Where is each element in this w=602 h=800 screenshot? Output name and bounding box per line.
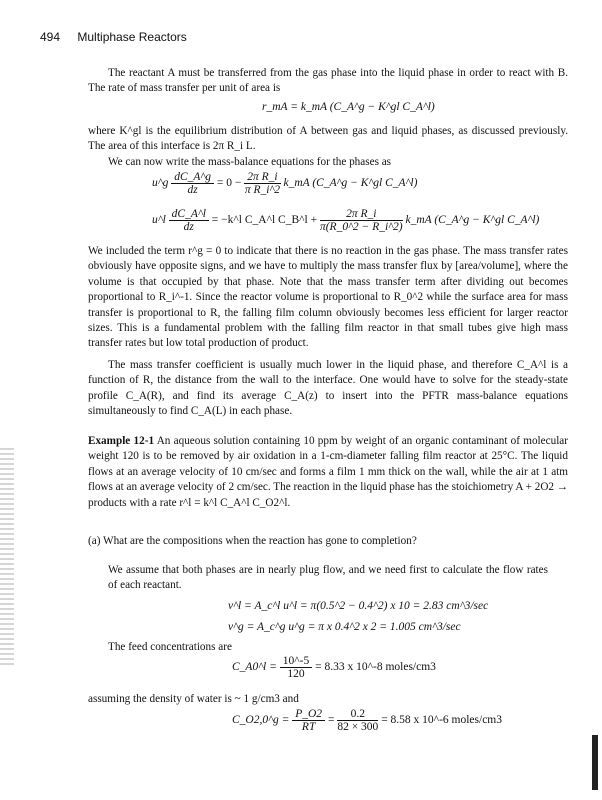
paragraph-mass-balance-intro: We can now write the mass-balance equations for the phases as bbox=[108, 156, 392, 168]
eq-co-lhs: C_O2,0^g = bbox=[232, 714, 290, 727]
eq-co-rhs: = 8.58 x 10^-6 moles/cm3 bbox=[381, 714, 502, 727]
scan-margin-artifact bbox=[0, 445, 14, 665]
example-12-1-statement bbox=[88, 434, 568, 511]
paragraph-equilibrium: where K^gl is the equilibrium distribution of A between gas and liquid phases, as discussed previously. The area of this interface is 2π R_i L. bbox=[88, 125, 568, 153]
eq2-derivative: $\frac{dC\_A\^{}g}{dz}$ bbox=[171, 171, 214, 196]
paragraph-liquid-profile: The mass transfer coefficient is usually much lower in the liquid phase, and therefore C_A^l is a function of R, the distance from the wall to the interface. One would have to solve for the steady-state profile C_A(R), and find its average C_A(z) to insert into the PFTR mass-balance equations simultaneously to find C_A(L) in each phase. bbox=[88, 359, 568, 418]
running-title: Multiphase Reactors bbox=[77, 30, 187, 44]
eq3-prefix: u^l bbox=[152, 214, 166, 227]
density-assumption: assuming the density of water is ~ 1 g/cm3 and bbox=[88, 693, 299, 705]
equation-liquid-flow-rate: v^l = A_c^l u^l = π(0.5^2 − 0.4^2) x 10 = 2.83 cm^3/sec bbox=[228, 600, 489, 612]
eq3-mid: = −k^l C_A^l C_B^l + bbox=[211, 214, 318, 227]
eq2-prefix: u^g bbox=[152, 177, 169, 190]
paragraph-reactor-efficiency: We included the term r^g = 0 to indicate that there is no reaction in the gas phase. The mass transfer rates obviously have opposite signs, and we have to multiply the mass transfer flux by [area/volume], where the volume is that occupied by that phase. Note that the mass transfer term after dividing out becomes proportional to R_i^-1. Since the reactor volume is proportional to R_0^2 while the surface area for mass transfer is proportional to R, the falling film column obviously becomes less efficient for larger reactor sizes. This is a fundamental problem with the falling film reactor in that small tubes give high mass transfer rates but low total production of product. bbox=[88, 245, 568, 350]
example-question: (a) What are the compositions when the reaction has gone to completion? bbox=[88, 535, 417, 547]
eq-ca-lhs: C_A0^l = bbox=[232, 661, 277, 674]
example-assumption: We assume that both phases are in nearly plug flow, and we need first to calculate the flow rates of each reactant. bbox=[108, 564, 548, 592]
eq2-rhs: k_mA (C_A^g − K^gl C_A^l) bbox=[283, 177, 418, 190]
eq3-geometry-fraction: $\frac{\text{2π R\_i}}{\pi(R\_0\^{}2 - R\_i\^{}2)}$ bbox=[319, 208, 403, 233]
eq3-derivative: $\frac{dC\_A\^{}l}{dz}$ bbox=[169, 208, 209, 233]
eq-co-fraction-2: $\frac{0.2}{82 \times 300}$ bbox=[337, 708, 379, 733]
equation-feed-O2-concentration bbox=[232, 708, 502, 733]
eq2-geometry-fraction: $\frac{\text{2π R\_i}}{\text{π R\_i\textasciicircum{}2}}$ bbox=[244, 171, 281, 196]
paragraph-mass-transfer-intro: The reactant A must be transferred from the gas phase into the liquid phase in order to react with B. The rate of mass transfer per unit of area is bbox=[88, 67, 568, 95]
example-label: Example 12-1 bbox=[88, 435, 155, 447]
scan-edge-mark bbox=[592, 735, 598, 790]
page-header bbox=[40, 30, 187, 44]
eq-ca-rhs: = 8.33 x 10^-8 moles/cm3 bbox=[315, 661, 436, 674]
eq2-mid: = 0 − bbox=[216, 177, 242, 190]
eq-co-mid: = bbox=[327, 714, 335, 727]
equation-gas-flow-rate: v^g = A_c^g u^g = π x 0.4^2 x 2 = 1.005 cm^3/sec bbox=[228, 621, 461, 633]
equation-rate-mass-transfer: r_mA = k_mA (C_A^g − K^gl C_A^l) bbox=[262, 101, 435, 113]
eq3-rhs: k_mA (C_A^g − K^gl C_A^l) bbox=[405, 214, 540, 227]
equation-feed-A-concentration bbox=[232, 655, 436, 680]
page-number: 494 bbox=[40, 30, 61, 44]
eq-co-fraction-1: $\frac{P\_O2}{RT}$ bbox=[292, 708, 325, 733]
equation-gas-balance bbox=[152, 171, 417, 196]
feed-concentrations-label: The feed concentrations are bbox=[108, 641, 232, 653]
example-text: An aqueous solution containing 10 ppm by weight of an organic contaminant of molecular weight 120 is to be removed by air oxidation in a 1-cm-diameter falling film reactor at 25°C. The liquid flows at an average velocity of 10 cm/sec and forms a film 1 mm thick on the wall, while the air at 1 atm flows at an average velocity of 2 cm/sec. The reaction in the liquid phase has the stoichiometry A + 2O2 → products with a rate r^l = k^l C_A^l C_O2^l. bbox=[88, 435, 568, 509]
equation-liquid-balance bbox=[152, 208, 539, 233]
eq-ca-fraction: $\frac{10\^{}-5}{120}$ bbox=[280, 655, 312, 680]
